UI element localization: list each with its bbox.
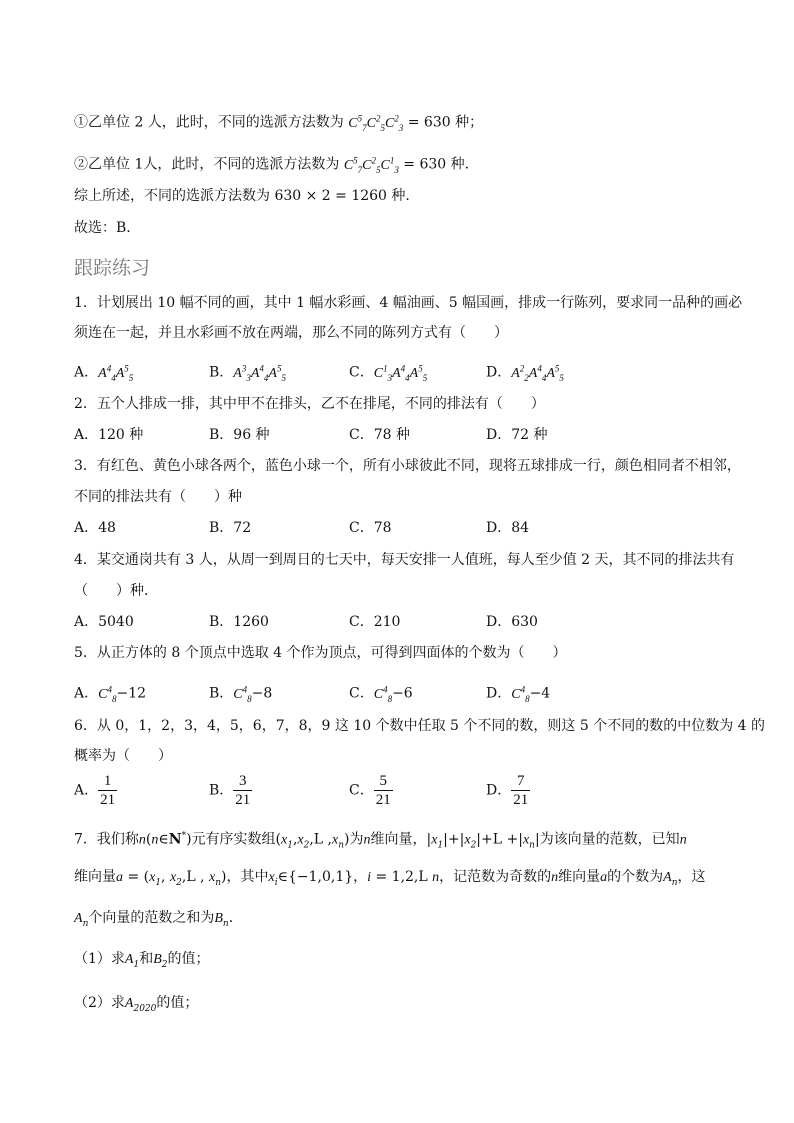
case2-result: = 630 种. bbox=[398, 156, 470, 173]
q6-line1: 6．从 0，1，2，3，4，5，6，7，8，9 这 10 个数中任取 5 个不同的数，则这 5 个不同的数的中位数为 4 的 bbox=[74, 718, 766, 734]
q4-line1: 4．某交通岗共有 3 人，从周一到周日的七天中，每天安排一人值班，每人至少值 2 天，其不同的排法共有 bbox=[74, 552, 735, 568]
q7-line2: 维向量$a = (x_1$, $x_2,L$ , $x_n$)，其中$x_i\in\{-1,0,1\}$，i = 1,2,L n，记范数为奇数的n维向量a的个数为$A_n$，这 bbox=[74, 869, 706, 888]
q4-option-b: B．1260 bbox=[209, 614, 269, 630]
q5-option-b: B．$C^4_8-8$ bbox=[209, 684, 273, 704]
q3-option-c: C．78 bbox=[349, 520, 392, 536]
q5-option-c: C．$C^4_8-6$ bbox=[349, 684, 413, 704]
case2-formula: $C^5_7C^2_5C^1_3$ bbox=[343, 155, 399, 175]
q3-option-a: A．48 bbox=[74, 520, 116, 536]
solution-answer: 故选：B. bbox=[74, 220, 131, 236]
q4-option-a: A．5040 bbox=[74, 614, 134, 630]
q6-option-b: B． $\frac{3}{21}$ bbox=[209, 773, 251, 808]
q3-line2: 不同的排法共有（ ）种 bbox=[74, 489, 242, 505]
case1-text: ①乙单位 2 人，此时，不同的选派方法数为 bbox=[74, 114, 349, 131]
q1-line2: 须连在一起，并且水彩画不放在两端，那么不同的陈列方式有（ ） bbox=[74, 325, 508, 341]
q7-line1: 7．我们称n(n∈N*)元有序实数组($x_1,x_2,L$ $,x_n$)为n维向量，$|x_1|+|x_2|+L +|x_n|$为该向量的范数，已知n bbox=[74, 831, 687, 851]
q5-option-d: D．$C^4_8-4$ bbox=[486, 684, 551, 704]
case1-formula: $C^5_7C^2_5C^2_3$ bbox=[348, 113, 404, 133]
q3-line1: 3．有红色、黄色小球各两个，蓝色小球一个，所有小球彼此不同，现将五球排成一行，颜色相同者不相邻， bbox=[74, 458, 741, 474]
q1-option-b: B．$A^3_3A^4_4A^5_5$ bbox=[209, 363, 286, 383]
solution-case1 bbox=[74, 108, 483, 137]
q1-option-a: A．$A^4_4A^5_5$ bbox=[74, 363, 134, 383]
q7-line3: $A_n$个向量的范数之和为$B_n$． bbox=[74, 910, 243, 929]
q1-line1: 1．计划展出 10 幅不同的画，其中 1 幅水彩画、4 幅油画、5 幅国画，排成一行陈列，要求同一品种的画必 bbox=[74, 295, 743, 311]
q1-option-c: C．$C^1_3A^4_4A^5_5$ bbox=[349, 363, 428, 383]
q1-option-d: D．$A^2_2A^4_4A^5_5$ bbox=[486, 363, 564, 383]
q2-option-a: A．120 种 bbox=[74, 427, 144, 443]
case2-text: ②乙单位 1人，此时，不同的选派方法数为 bbox=[74, 156, 344, 173]
solution-summary: 综上所述，不同的选派方法数为 630 × 2 = 1260 种. bbox=[74, 188, 410, 204]
q5-option-a: A．$C^4_8-12$ bbox=[74, 684, 147, 704]
q6-option-c: C． $\frac{5}{21}$ bbox=[349, 773, 391, 808]
q5-line1: 5．从正方体的 8 个顶点中选取 4 个作为顶点，可得到四面体的个数为（ ） bbox=[74, 645, 567, 661]
q2-option-d: D．72 种 bbox=[486, 427, 548, 443]
section-title: 跟踪练习 bbox=[74, 257, 151, 279]
q6-option-a: A． $\frac{1}{21}$ bbox=[74, 773, 116, 808]
q6-line2: 概率为（ ） bbox=[74, 748, 172, 764]
q6-option-d: D． $\frac{7}{21}$ bbox=[486, 773, 529, 808]
case1-result: = 630 种； bbox=[403, 114, 484, 131]
q4-option-d: D．630 bbox=[486, 614, 538, 630]
q7-sub2: （2）求$A_{2020}$的值； bbox=[74, 995, 199, 1014]
q2-line1: 2．五个人排成一排，其中甲不在排头，乙不在排尾，不同的排法有（ ） bbox=[74, 396, 545, 412]
q3-option-b: B．72 bbox=[209, 520, 252, 536]
q4-option-c: C．210 bbox=[349, 614, 401, 630]
q7-sub1: （1）求$A_1$和$B_2$的值； bbox=[74, 951, 210, 970]
q4-line2: （ ）种． bbox=[74, 583, 158, 599]
solution-case2 bbox=[74, 150, 469, 179]
q2-option-b: B．96 种 bbox=[209, 427, 270, 443]
q3-option-d: D．84 bbox=[486, 520, 530, 536]
q2-option-c: C．78 种 bbox=[349, 427, 410, 443]
